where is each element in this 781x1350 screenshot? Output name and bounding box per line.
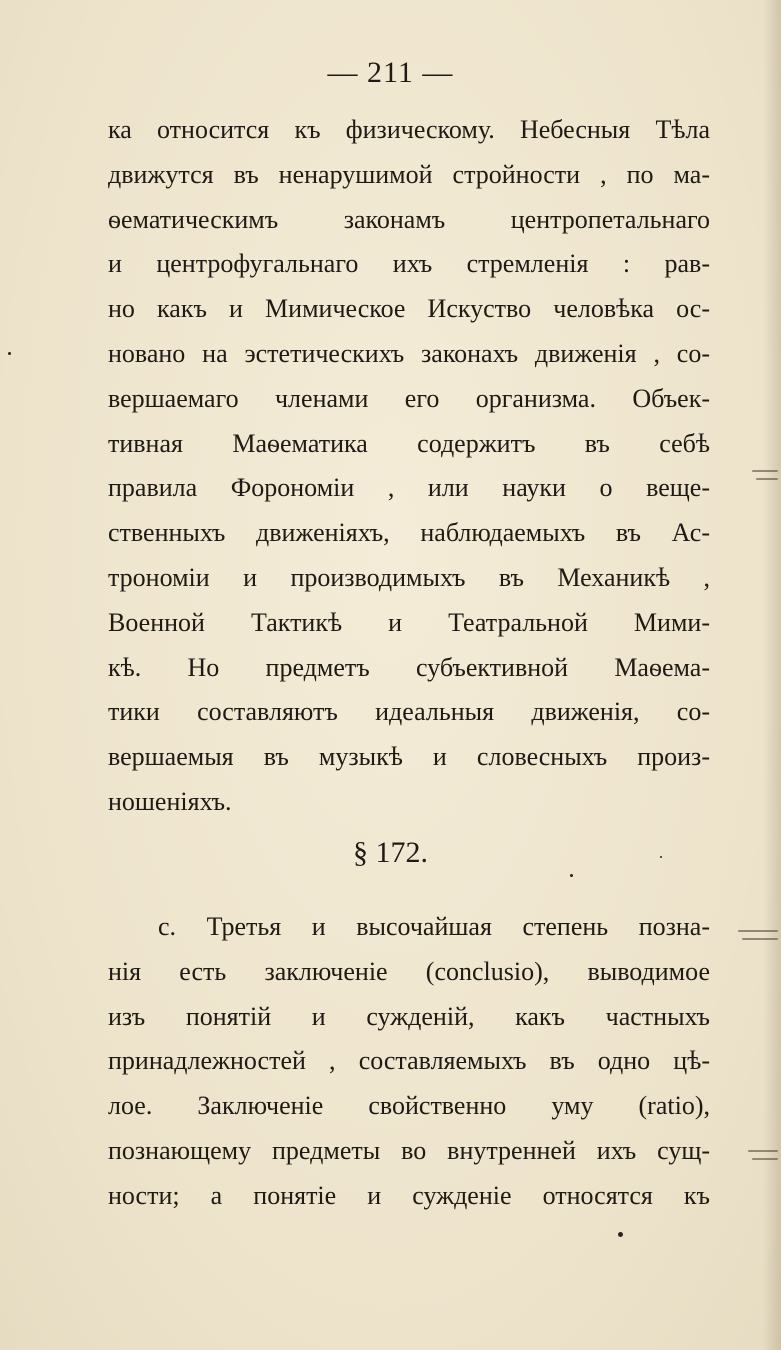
- page-number: — 211 —: [327, 56, 454, 89]
- text-line: Военной Тактикѣ и Театральной Мими-: [108, 607, 710, 637]
- text-line: вершаемыя въ музыкѣ и словесныхъ произ-: [108, 742, 710, 772]
- text-line: нія есть заключеніе (conclusio), выводимое: [108, 956, 710, 986]
- text-line: новано на эстетическихъ законахъ движенія , со-: [108, 338, 710, 368]
- text-line: ѳематическимъ законамъ центропетальнаго: [108, 204, 710, 234]
- paragraph-2: [108, 905, 710, 1219]
- ink-speck: [570, 874, 573, 877]
- text-line: движутся въ ненарушимой стройности , по ма-: [108, 159, 710, 189]
- text-line: но какъ и Мимическое Искуство человѣка ос-: [108, 294, 710, 324]
- section-heading: § 172.: [353, 836, 428, 869]
- text-line: ственныхъ движеніяхъ, наблюдаемыхъ въ Ас-: [108, 518, 710, 548]
- text-line: правила Форономіи , или науки о веще-: [108, 473, 710, 503]
- paragraph-1: [108, 108, 710, 825]
- text-line: трономіи и производимыхъ въ Механикѣ ,: [108, 562, 710, 592]
- text-line: ка относится къ физическому. Небесныя Тѣла: [108, 115, 710, 144]
- ink-speck: [660, 856, 662, 858]
- text-line: тивная Маѳематика содержитъ въ себѣ: [108, 428, 710, 458]
- text-line: кѣ. Но предметъ субъективной Маѳема-: [108, 652, 710, 682]
- ink-speck: [618, 1232, 623, 1237]
- text-line: изъ понятій и сужденій, какъ частныхъ: [108, 1001, 710, 1031]
- text-line: ношеніяхъ.: [108, 786, 232, 816]
- ink-speck: [8, 352, 11, 355]
- text-line: вершаемаго членами его организма. Объек-: [108, 383, 710, 413]
- text-line: ности; а понятіе и сужденіе относятся къ: [108, 1180, 710, 1210]
- text-line: принадлежностей , составляемыхъ въ одно цѣ-: [108, 1046, 710, 1076]
- text-line: познающему предметы во внутренней ихъ сущ-: [108, 1135, 710, 1165]
- text-line: лое. Заключеніе свойственно уму (ratio),: [108, 1091, 710, 1121]
- page-edge-shadow: [763, 0, 781, 1350]
- text-line: и центрофугальнаго ихъ стремленія : рав-: [108, 249, 710, 279]
- text-line: тики составляютъ идеальныя движенія, со-: [108, 697, 710, 727]
- text-line: с. Третья и высочайшая степень позна-: [158, 912, 710, 941]
